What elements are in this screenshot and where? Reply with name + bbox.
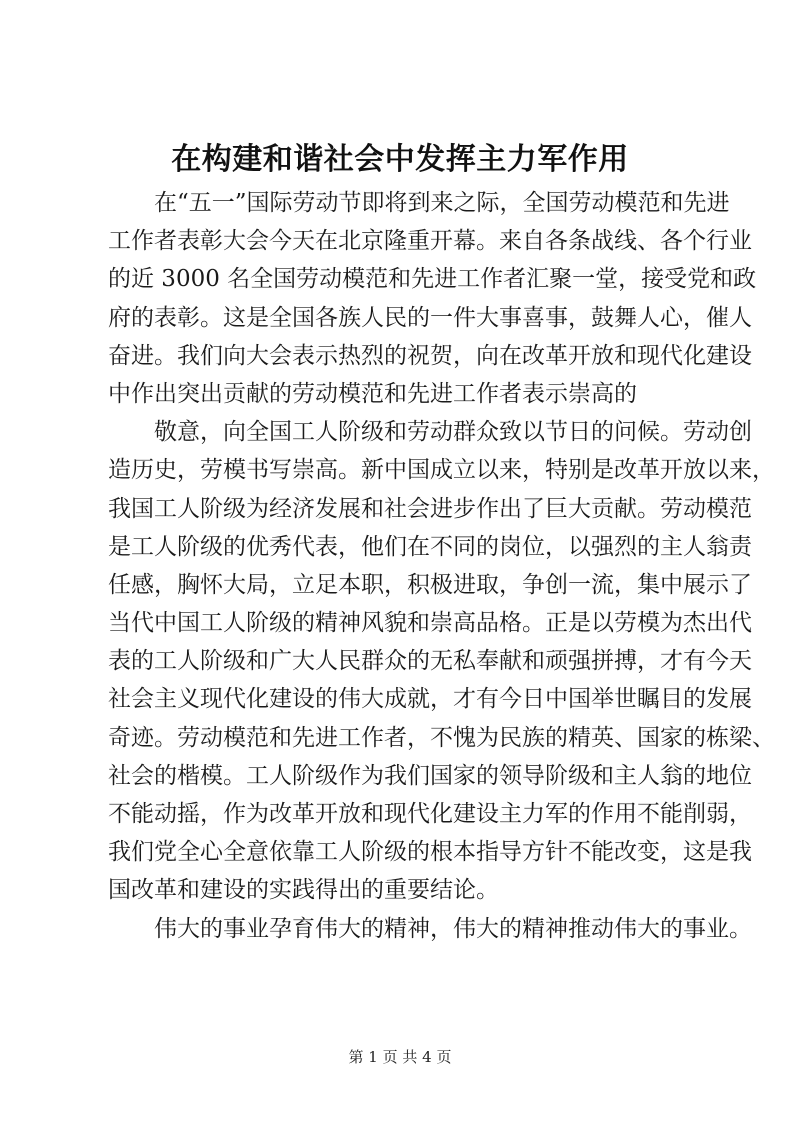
paragraph-3	[108, 910, 752, 948]
text-line: 府的表彰。这是全国各族人民的一件大事喜事，鼓舞人心，催人	[108, 304, 752, 331]
text-line: 我们党全心全意依靠工人阶级的根本指导方针不能改变，这是我	[108, 839, 752, 866]
text-line: 造历史，劳模书写崇高。新中国成立以来，特别是改革开放以来，	[108, 457, 775, 484]
text-line: 伟大的事业孕育伟大的精神，伟大的精神推动伟大的事业。	[154, 915, 752, 942]
paragraph-2	[108, 413, 775, 909]
text-line: 社会的楷模。工人阶级作为我们国家的领导阶级和主人翁的地位	[108, 762, 752, 789]
text-line: 在“五一”国际劳动节即将到来之际，全国劳动模范和先进	[154, 190, 730, 216]
page-number-footer: 第 1 页 共 4 页	[348, 1048, 452, 1066]
text-line: 社会主义现代化建设的伟大成就，才有今日中国举世瞩目的发展	[108, 686, 752, 713]
text-line: 的近 3000 名全国劳动模范和先进工作者汇聚一堂，接受党和政	[108, 266, 757, 293]
text-line: 中作出突出贡献的劳动模范和先进工作者表示崇高的	[108, 380, 637, 407]
text-line: 当代中国工人阶级的精神风貌和崇高品格。正是以劳模为杰出代	[108, 610, 752, 637]
text-line: 任感，胸怀大局，立足本职，积极进取，争创一流，集中展示了	[108, 571, 752, 598]
text-line: 不能动摇，作为改革开放和现代化建设主力军的作用不能削弱，	[108, 801, 752, 827]
document-body	[108, 184, 775, 948]
text-line: 敬意，向全国工人阶级和劳动群众致以节日的问候。劳动创	[154, 419, 752, 446]
text-line: 奇迹。劳动模范和先进工作者，不愧为民族的精英、国家的栋梁、	[108, 724, 775, 751]
text-line: 表的工人阶级和广大人民群众的无私奉献和顽强拼搏，才有今天	[108, 648, 752, 675]
text-line: 奋进。我们向大会表示热烈的祝贺，向在改革开放和现代化建设	[108, 342, 752, 369]
paragraph-1	[108, 184, 757, 413]
text-line: 我国工人阶级为经济发展和社会进步作出了巨大贡献。劳动模范	[108, 495, 752, 522]
text-line: 是工人阶级的优秀代表，他们在不同的岗位，以强烈的主人翁责	[108, 533, 752, 560]
document-title: 在构建和谐社会中发挥主力军作用	[171, 142, 629, 177]
text-line: 工作者表彰大会今天在北京隆重开幕。来自各条战线、各个行业	[108, 228, 752, 255]
text-line: 国改革和建设的实践得出的重要结论。	[108, 877, 499, 904]
